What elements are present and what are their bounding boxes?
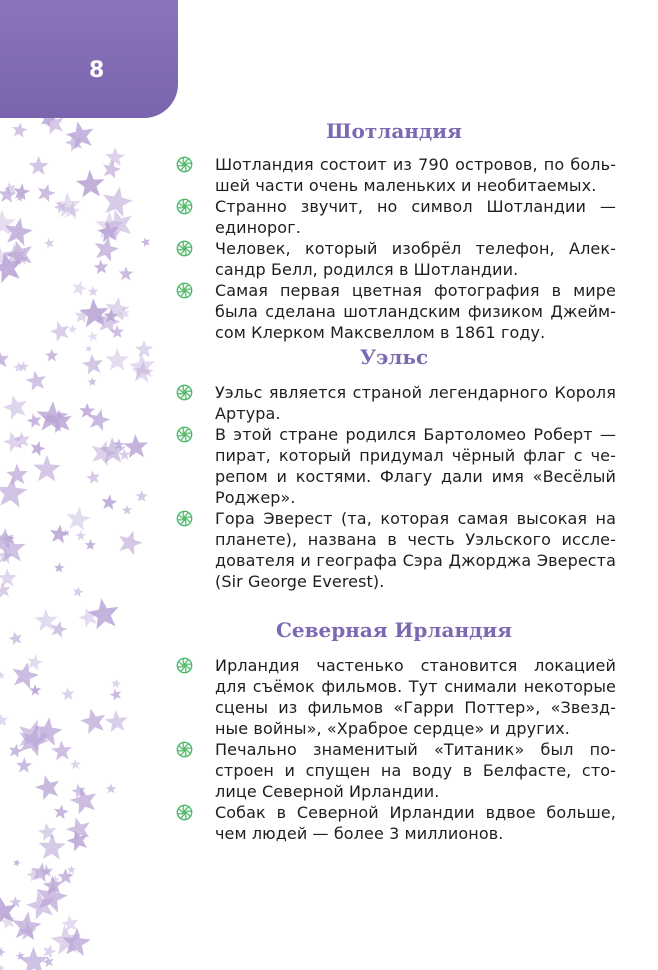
- star-icon: [0, 965, 5, 970]
- star-icon: [82, 354, 103, 375]
- star-icon: [85, 345, 92, 353]
- star-icon: [135, 340, 154, 358]
- star-icon: [93, 260, 108, 275]
- list-item: [172, 802, 616, 844]
- star-icon: [103, 187, 133, 217]
- bullet-icon: [176, 741, 193, 758]
- star-decoration: [0, 118, 160, 970]
- star-icon: [73, 587, 84, 598]
- bullet-icon: [176, 198, 193, 215]
- star-icon: [75, 530, 86, 540]
- bullet-icon: [176, 657, 193, 674]
- star-icon: [16, 951, 25, 960]
- star-icon: [88, 598, 119, 629]
- list-item: [172, 196, 616, 238]
- star-icon: [0, 671, 5, 679]
- star-icon: [29, 684, 41, 695]
- star-icon: [8, 632, 22, 646]
- bullet-icon: [176, 804, 193, 821]
- content: [172, 116, 616, 855]
- list-item: [172, 238, 616, 280]
- fact-text: Гора Эверест (та, которая самая высокая на планете), названа в честь Уэльского иссле-дователя и географа Сэра Джорджа Эвереста (Sir George Everest).: [215, 509, 616, 591]
- section-title: Уэльс: [359, 345, 429, 369]
- star-icon: [54, 562, 65, 572]
- star-icon: [106, 783, 116, 793]
- star-icon: [6, 464, 28, 485]
- star-icon: [72, 281, 87, 296]
- section-title: Северная Ирландия: [275, 618, 513, 642]
- list-item: [172, 655, 616, 739]
- star-icon: [88, 286, 99, 296]
- fact-text: Странно звучит, но символ Шотландии — единорог.: [215, 197, 616, 237]
- star-icon: [67, 507, 91, 531]
- section-title: Шотландия: [326, 119, 462, 143]
- star-icon: [50, 524, 69, 543]
- star-icon: [119, 531, 142, 555]
- fact-text: Уэльс является страной легендарного Короля Артура.: [215, 383, 616, 423]
- star-icon: [19, 947, 48, 970]
- star-icon: [27, 413, 42, 428]
- list-item: [172, 382, 616, 424]
- star-icon: [105, 147, 125, 166]
- page-number: 8: [89, 58, 105, 83]
- star-icon: [43, 945, 56, 959]
- star-icon: [44, 238, 54, 248]
- list-item: [172, 739, 616, 802]
- bullet-icon: [176, 384, 193, 401]
- star-icon: [31, 441, 46, 456]
- star-icon: [54, 805, 69, 820]
- fact-list: [172, 154, 616, 343]
- section-wales: [172, 342, 616, 615]
- section-scotland: [172, 116, 616, 342]
- star-icon: [102, 494, 118, 510]
- star-icon: [67, 865, 76, 874]
- bullet-icon: [176, 156, 193, 173]
- star-icon: [0, 350, 9, 368]
- star-icon: [35, 775, 59, 800]
- list-item: [172, 280, 616, 343]
- star-icon: [87, 331, 98, 342]
- star-icon: [76, 170, 104, 198]
- star-icon: [85, 539, 96, 550]
- star-icon: [38, 184, 56, 202]
- star-icon: [29, 156, 49, 175]
- star-icon: [88, 377, 97, 386]
- section-northern-ireland: [172, 615, 616, 855]
- star-icon: [51, 621, 67, 638]
- bullet-icon: [176, 426, 193, 443]
- fact-list: [172, 382, 616, 592]
- star-icon: [95, 237, 119, 262]
- star-icon: [141, 237, 150, 247]
- star-icon: [89, 409, 110, 431]
- fact-text: Самая первая цветная фотография в мире была сделана шотландским физиком Джейм-сом Клерком Максвеллом в 1861 году.: [215, 281, 616, 342]
- fact-list: [172, 655, 616, 844]
- star-icon: [13, 859, 20, 867]
- star-icon: [27, 654, 43, 671]
- fact-text: В этой стране родился Бартоломео Роберт — пират, который придумал чёрный флаг с че-репом и костями. Флагу дали имя «Весёлый Роджер».: [215, 425, 616, 507]
- star-icon: [0, 568, 17, 586]
- bullet-icon: [176, 240, 193, 257]
- list-item: [172, 508, 616, 592]
- star-icon: [86, 471, 100, 485]
- fact-text: Печально знаменитый «Титаник» был по-строен и спущен на воду в Белфасте, сто-лице Северной Ирландии.: [215, 740, 616, 801]
- star-icon: [50, 321, 69, 341]
- star-icon: [136, 490, 148, 502]
- bullet-icon: [176, 510, 193, 527]
- star-icon: [110, 689, 122, 701]
- star-icon: [33, 455, 61, 482]
- star-icon: [0, 947, 6, 957]
- star-icon: [119, 266, 134, 280]
- page-tab: [0, 0, 178, 118]
- list-item: [172, 154, 616, 196]
- star-icon: [0, 582, 11, 597]
- star-icon: [0, 713, 8, 726]
- star-icon: [45, 349, 58, 362]
- list-item: [172, 424, 616, 508]
- star-icon: [3, 395, 27, 420]
- star-icon: [70, 759, 81, 770]
- star-icon: [122, 505, 132, 515]
- fact-text: Шотландия состоит из 790 островов, по боль-шей части очень маленьких и необитаемых.: [215, 155, 616, 195]
- star-icon: [38, 833, 65, 859]
- fact-text: Собак в Северной Ирландии вдвое больше, чем людей — более 3 миллионов.: [215, 803, 616, 843]
- star-icon: [12, 122, 27, 138]
- fact-text: Ирландия частенько становится локацией для съёмок фильмов. Тут снимали некоторые сцены из фильмов «Гарри Поттер», «Звезд-ные войны», «Храброе сердце» и других.: [215, 656, 616, 738]
- star-icon: [111, 679, 121, 689]
- star-icon: [26, 371, 46, 391]
- star-icon: [105, 710, 128, 732]
- bullet-icon: [176, 282, 193, 299]
- fact-text: Человек, который изобрёл телефон, Алек-сандр Белл, родился в Шотландии.: [215, 239, 616, 279]
- star-icon: [68, 324, 77, 333]
- star-icon: [16, 757, 32, 773]
- star-icon: [61, 687, 74, 700]
- star-icon: [80, 709, 105, 735]
- star-icon: [105, 348, 129, 371]
